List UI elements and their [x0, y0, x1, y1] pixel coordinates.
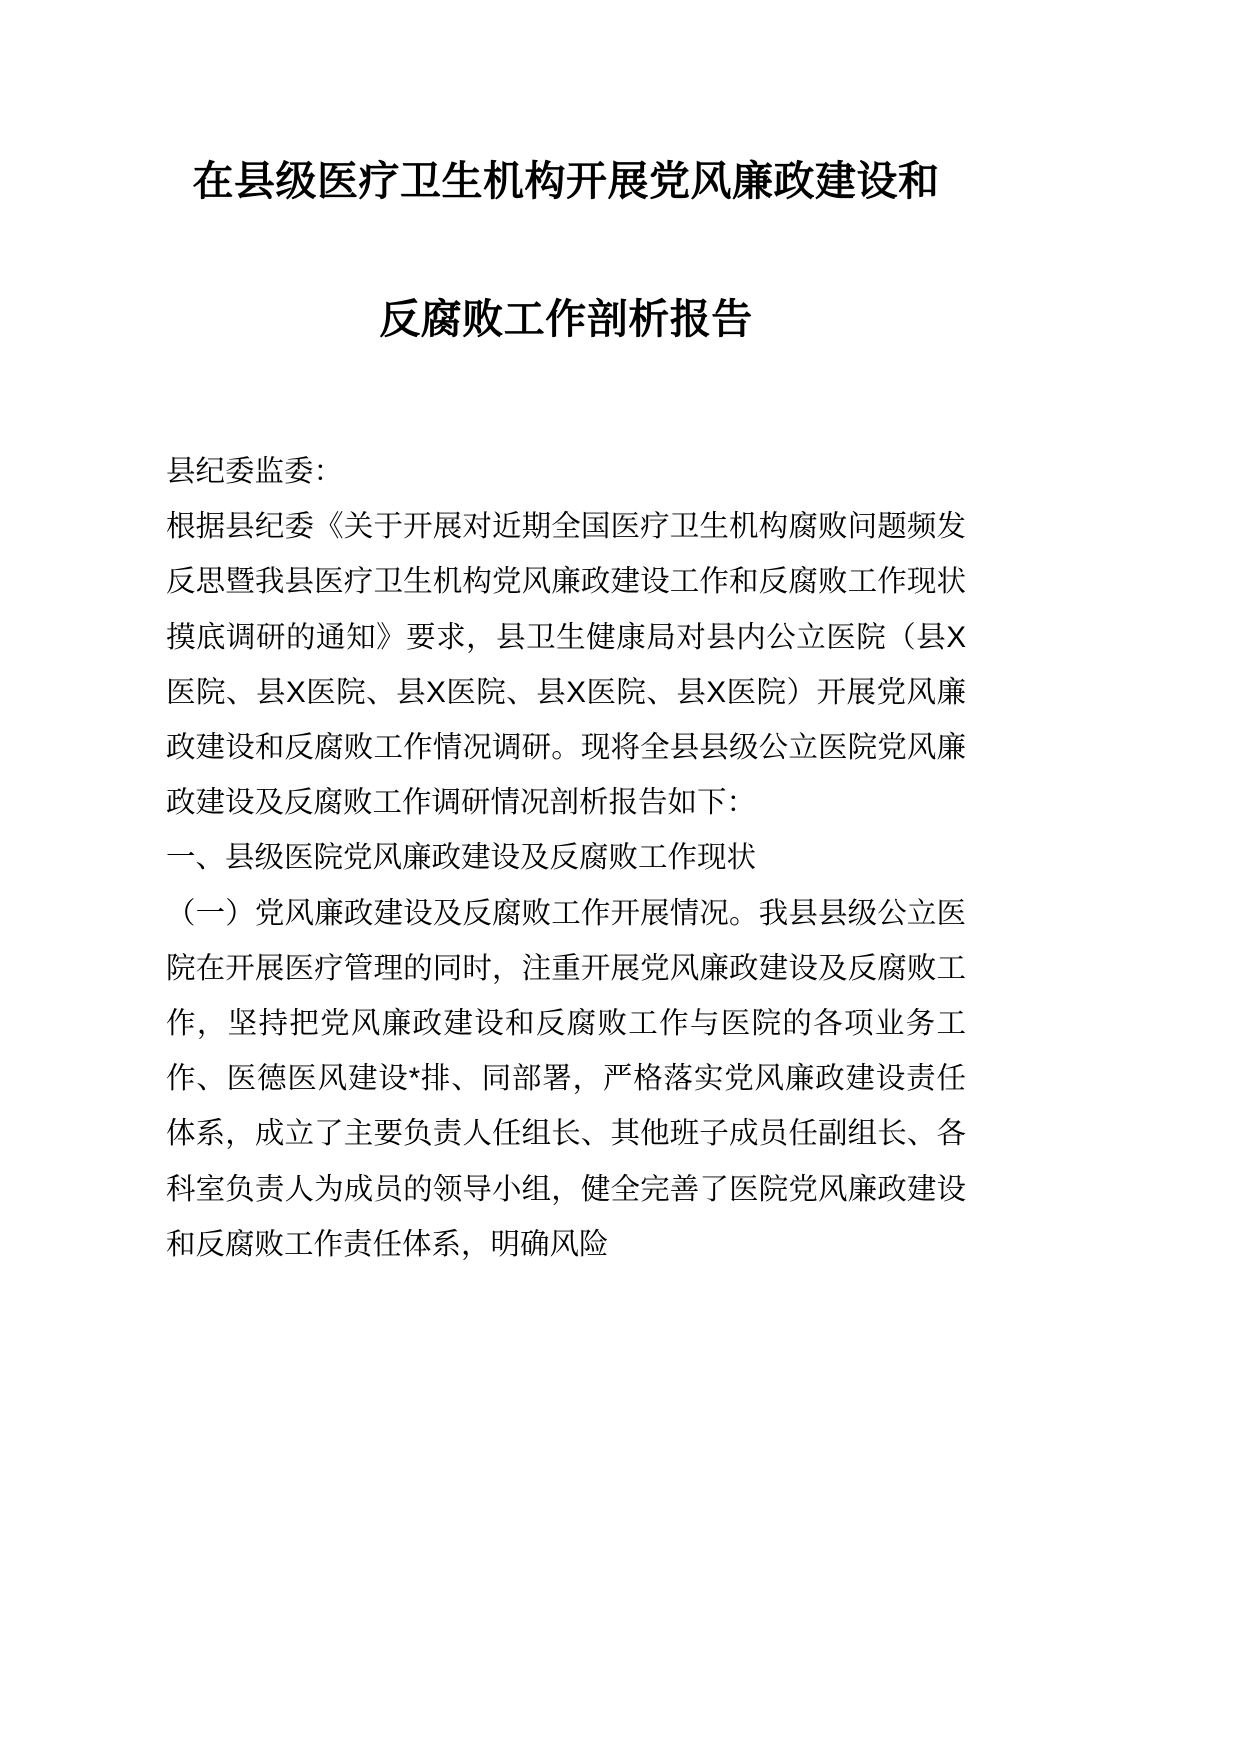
page-title [166, 112, 966, 388]
document-content [166, 0, 966, 1272]
intro-paragraph: 根据县纪委《关于开展对近期全国医疗卫生机构腐败问题频发反思暨我县医疗卫生机构党风廉政建设工作和反腐败工作现状摸底调研的通知》要求，县卫生健康局对县内公立医院（县X医院、县X医院、县X医院、县X医院、县X医院）开展党风廉政建设和反腐败工作情况调研。现将全县县级公立医院党风廉政建设及反腐败工作调研情况剖析报告如下： [166, 510, 966, 820]
document-title-block [166, 0, 966, 388]
section-heading-1: 一、县级医院党风廉政建设及反腐败工作现状 [166, 841, 757, 875]
salutation-paragraph: 县纪委监委： [166, 455, 344, 488]
document-body [166, 388, 966, 1272]
page-title-line-2: 反腐败工作剖析报告 [379, 296, 753, 342]
page-title-line-1: 在县级医疗卫生机构开展党风廉政建设和 [192, 158, 940, 204]
section-1-1-paragraph: （一）党风廉政建设及反腐败工作开展情况。我县县级公立医院在开展医疗管理的同时，注重开展党风廉政建设及反腐败工作，坚持把党风廉政建设和反腐败工作与医院的各项业务工作、医德医风建设*排、同部署，严格落实党风廉政建设责任体系，成立了主要负责人任组长、其他班子成员任副组长、各科室负责人为成员的领导小组，健全完善了医院党风廉政建设和反腐败工作责任体系，明确风险 [166, 896, 966, 1261]
